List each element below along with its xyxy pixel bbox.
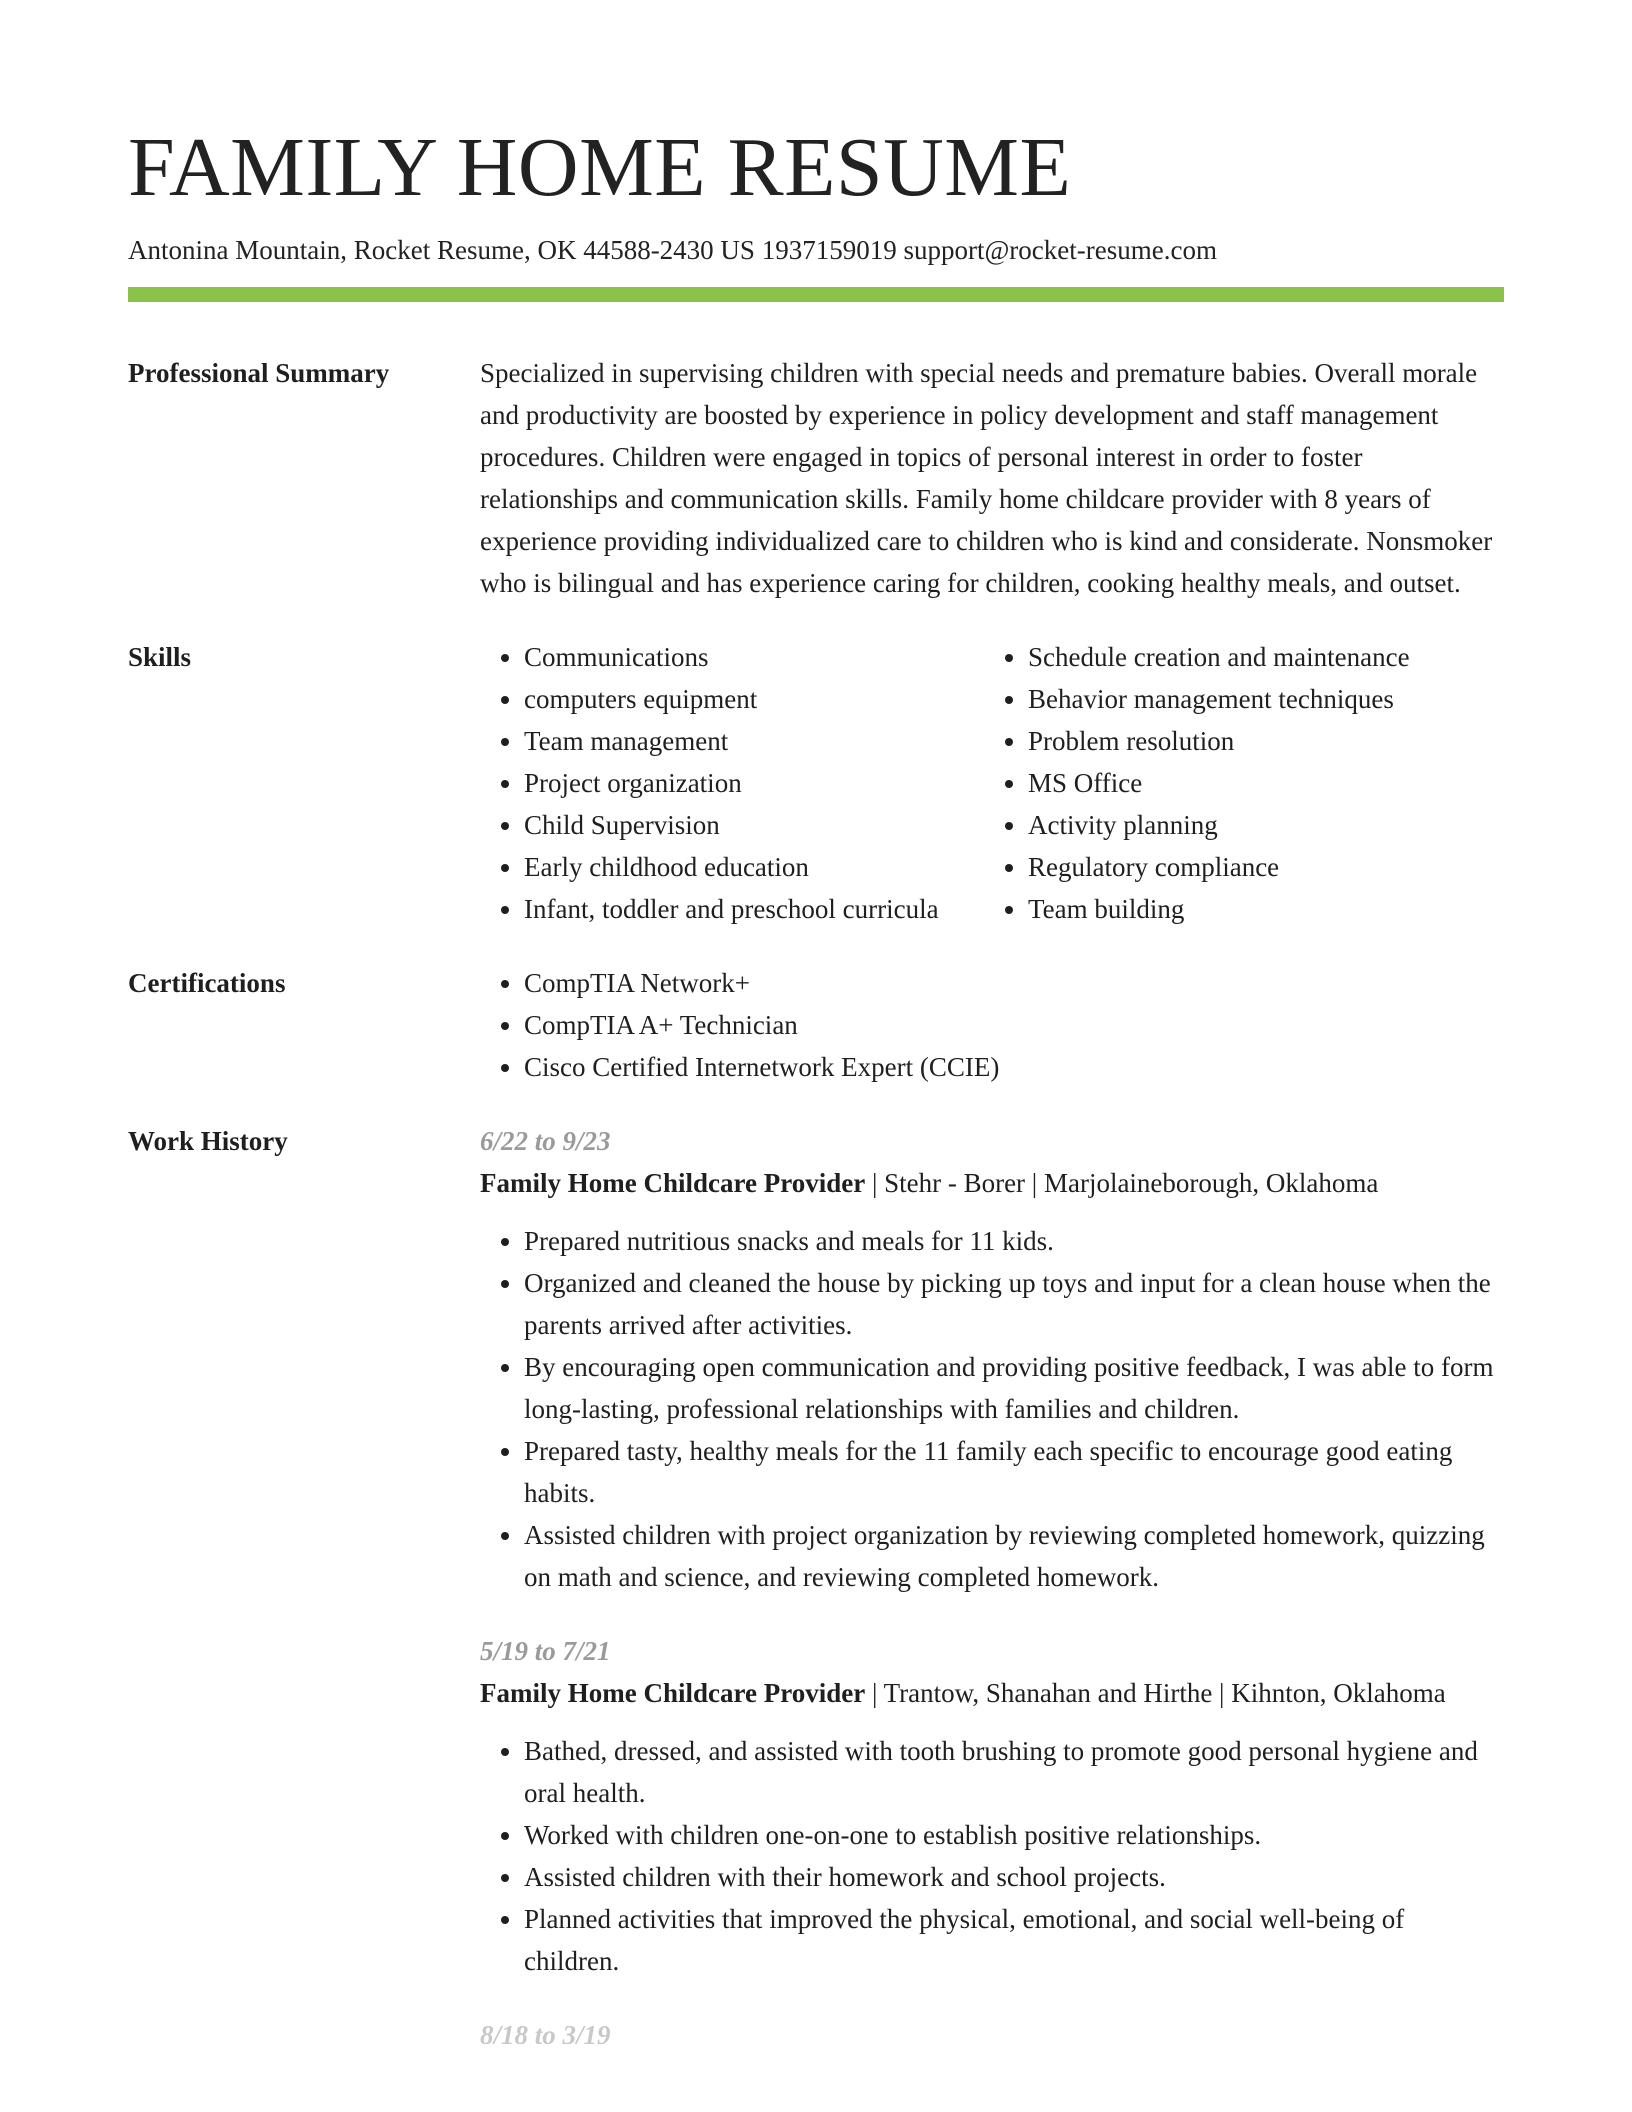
- job-dates: 6/22 to 9/23: [480, 1126, 611, 1156]
- job-bullet: • Prepared tasty, healthy meals for the 11 family each specific to encourage good eating habits.: [524, 1430, 1504, 1514]
- skills-columns: [480, 636, 1504, 930]
- job-bullet: • Worked with children one-on-one to establish positive relationships.: [524, 1814, 1504, 1856]
- certifications-section: [128, 962, 1504, 1088]
- skill-item: • Early childhood education: [524, 846, 984, 888]
- skill-item: • Team building: [1028, 888, 1504, 930]
- job-heading-line: [480, 1672, 1504, 1714]
- job-entry: [480, 1120, 1504, 1598]
- job-heading-line: [480, 1162, 1504, 1204]
- certifications-list: [480, 962, 1504, 1088]
- skill-item: • Regulatory compliance: [1028, 846, 1504, 888]
- skill-item: • Behavior management techniques: [1028, 678, 1504, 720]
- job-title: Family Home Childcare Provider: [480, 1678, 866, 1708]
- work-history-section: [128, 1120, 1504, 2044]
- job-employer-location: | Stehr - Borer | Marjolaineborough, Oklahoma: [865, 1168, 1379, 1198]
- contact-line: Antonina Mountain, Rocket Resume, OK 44588-2430 US 1937159019 support@rocket-resume.com: [128, 235, 1217, 265]
- summary-section: [128, 352, 1504, 604]
- skill-item: • computers equipment: [524, 678, 984, 720]
- job-bullet: • Bathed, dressed, and assisted with tooth brushing to promote good personal hygiene and oral health.: [524, 1730, 1504, 1814]
- summary-text: Specialized in supervising children with special needs and premature babies. Overall morale and productivity are boosted by experience in policy development and staff management procedures. Children were engaged in topics of personal interest in order to foster relationships and communication skills. Family home childcare provider with 8 years of experience providing individualized care to children who is kind and considerate. Nonsmoker who is bilingual and has experience caring for children, cooking healthy meals, and outset.: [480, 358, 1493, 598]
- skill-item: • Infant, toddler and preschool curricula: [524, 888, 984, 930]
- skill-item: • MS Office: [1028, 762, 1504, 804]
- job-bullet: • By encouraging open communication and providing positive feedback, I was able to form long-lasting, professional relationships with families and children.: [524, 1346, 1504, 1430]
- resume-page: [128, 0, 1504, 2044]
- skills-list-right: [984, 636, 1504, 930]
- job-employer-location: | Trantow, Shanahan and Hirthe | Kihnton, Oklahoma: [865, 1678, 1446, 1708]
- job-bullet: • Prepared nutritious snacks and meals for 11 kids.: [524, 1220, 1504, 1262]
- job-bullet: • Planned activities that improved the physical, emotional, and social well-being of children.: [524, 1898, 1504, 1982]
- skills-list-left: [480, 636, 984, 930]
- certification-item: • Cisco Certified Internetwork Expert (CCIE): [524, 1046, 1504, 1088]
- summary-heading: Professional Summary: [128, 358, 390, 388]
- resume-title: FAMILY HOME RESUME: [128, 121, 1072, 214]
- skills-section: [128, 636, 1504, 930]
- skill-item: • Child Supervision: [524, 804, 984, 846]
- job-title: Family Home Childcare Provider: [480, 1168, 866, 1198]
- job-bullet: • Organized and cleaned the house by picking up toys and input for a clean house when the parents arrived after activities.: [524, 1262, 1504, 1346]
- job-dates-cut-off: 8/18 to 3/19: [480, 2020, 611, 2044]
- skill-item: • Problem resolution: [1028, 720, 1504, 762]
- work-history-heading: Work History: [128, 1126, 288, 1156]
- skill-item: • Schedule creation and maintenance: [1028, 636, 1504, 678]
- job-bullets: [480, 1730, 1504, 1982]
- skill-item: • Activity planning: [1028, 804, 1504, 846]
- job-bullets: [480, 1220, 1504, 1598]
- certifications-heading: Certifications: [128, 968, 286, 998]
- job-bullet: • Assisted children with project organization by reviewing completed homework, quizzing on math and science, and reviewing completed homework.: [524, 1514, 1504, 1598]
- certification-item: • CompTIA A+ Technician: [524, 1004, 1504, 1046]
- job-entry: [480, 1630, 1504, 1982]
- skill-item: • Communications: [524, 636, 984, 678]
- certification-item: • CompTIA Network+: [524, 962, 1504, 1004]
- skills-heading: Skills: [128, 642, 192, 672]
- job-dates: 5/19 to 7/21: [480, 1636, 611, 1666]
- skill-item: • Team management: [524, 720, 984, 762]
- skill-item: • Project organization: [524, 762, 984, 804]
- accent-divider: [128, 287, 1504, 302]
- job-bullet: • Assisted children with their homework and school projects.: [524, 1856, 1504, 1898]
